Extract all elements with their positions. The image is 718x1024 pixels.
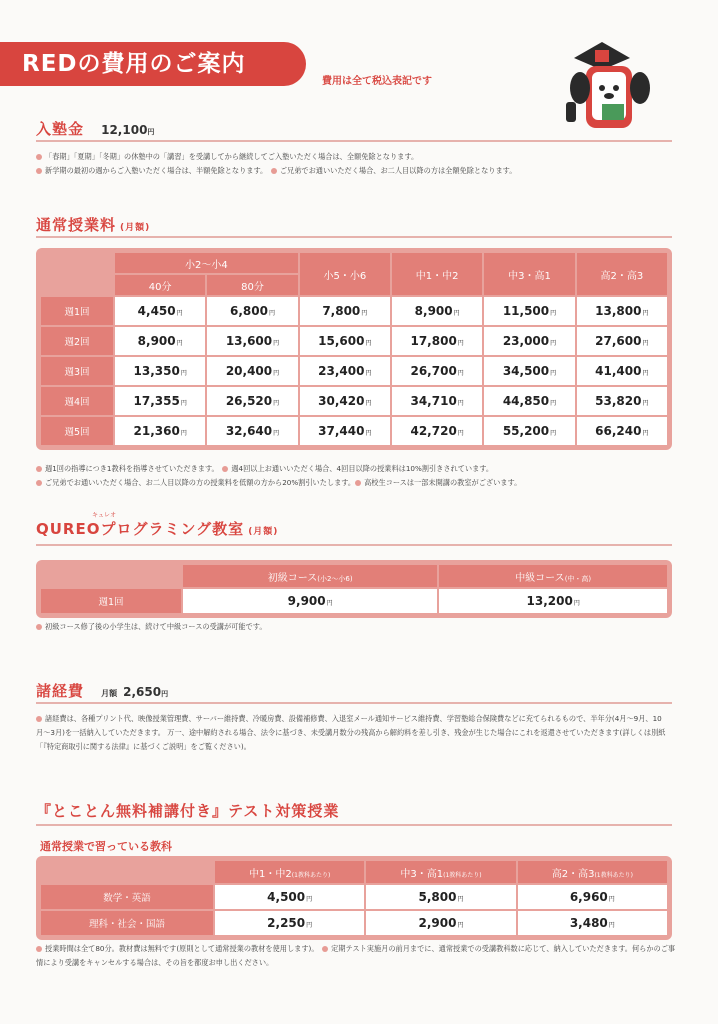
test-table-grid (39, 859, 669, 937)
unit-label: 円 (176, 340, 183, 347)
unit-label: 円 (457, 430, 464, 437)
regular-table-grid (39, 251, 669, 447)
unit-label: 円 (550, 310, 557, 317)
price-cell: 17,355 (133, 394, 180, 408)
bullet-icon (36, 946, 42, 952)
unit-label: 円 (642, 310, 649, 317)
col-header: 中3・高1 (484, 253, 574, 295)
regular-title: 通常授業料 (36, 216, 117, 234)
table-row (41, 885, 667, 909)
misc-heading (36, 680, 168, 701)
test-notes (36, 942, 676, 970)
unit-label: 円 (326, 600, 333, 607)
misc-amount: 2,650 (123, 685, 162, 699)
unit-label: 円 (365, 340, 372, 347)
admission-note-3: ご兄弟でお通いいただく場合、お二人目以降の方は全額免除となります。 (279, 166, 517, 175)
unit-label: 円 (550, 340, 557, 347)
col-header-sub: (中・高) (564, 574, 592, 583)
col-header-sub: (1教科あたり) (443, 871, 482, 879)
regular-heading (36, 214, 150, 235)
price-cell: 30,420 (318, 394, 365, 408)
qureo-note: 初級コース修了後の小学生は、続けて中級コースの受講が可能です。 (45, 622, 267, 631)
price-cell: 4,500 (267, 890, 306, 904)
price-cell: 17,800 (410, 334, 457, 348)
price-cell: 8,900 (137, 334, 176, 348)
qureo-heading (36, 512, 279, 539)
qureo-sub: (月額) (248, 527, 279, 537)
unit-label: 円 (180, 400, 187, 407)
table-row (41, 911, 667, 935)
unit-label: 円 (573, 600, 580, 607)
test-title: 『とことん無料補講付き』テスト対策授業 (36, 802, 340, 820)
regular-sub: (月額) (120, 223, 151, 233)
table-row (41, 327, 667, 355)
regular-note-4: 高校生コースは一部未開講の教室がございます。 (364, 478, 522, 487)
price-cell: 23,000 (502, 334, 550, 348)
col-header: 中級コース (515, 572, 565, 584)
col-header-sub: (1教科あたり) (291, 871, 331, 879)
qureo-ruby: キュレオ (92, 512, 117, 519)
col-header-sub: (小2〜小6) (317, 574, 353, 583)
price-cell: 26,700 (410, 364, 457, 378)
qureo-table-grid (39, 563, 669, 615)
misc-period: 月額 (101, 689, 118, 698)
row-label: 週4回 (41, 387, 113, 415)
qureo-divider (36, 544, 672, 546)
misc-note: 諸経費は、各種プリント代、映像授業管理費、サーバー維持費、冷暖房費、設備補修費、入退室メール通知サービス維持費、学習塾総合保険費などに充てられるもので、半年分(4月〜9月、10月〜3月)を一括納入していただきます。 万一、途中解約される場合、法令に基づき、未受講月数分の残高から解約料を差し引き、残金が生じた場合にこれを返還させていただきます(詳しくは別紙「『特定商取引に関する法律』に基づくご説明」をご覧ください)。 (36, 714, 666, 751)
misc-divider (36, 702, 672, 704)
admission-title: 入塾金 (36, 120, 85, 138)
unit-label: 円 (273, 340, 280, 347)
regular-note-1: 週1回の指導につき1教科を指導させていただきます。 (45, 464, 216, 473)
bullet-icon (222, 466, 228, 472)
price-cell: 37,440 (318, 424, 365, 438)
price-cell: 53,820 (595, 394, 642, 408)
admission-divider (36, 140, 672, 142)
unit-label: 円 (457, 400, 464, 407)
unit-label: 円 (268, 310, 275, 317)
table-row (41, 297, 667, 325)
price-cell: 23,400 (318, 364, 365, 378)
admission-heading (36, 118, 154, 139)
price-cell: 26,520 (225, 394, 273, 408)
row-label: 週3回 (41, 357, 113, 385)
misc-unit: 円 (161, 690, 169, 698)
unit-label: 円 (642, 400, 649, 407)
unit-label: 円 (642, 370, 649, 377)
col-header: 小5・小6 (300, 253, 390, 295)
bullet-icon (322, 946, 328, 952)
col-header: 中1・中2 (392, 253, 482, 295)
unit-label: 円 (273, 370, 280, 377)
price-cell: 5,800 (418, 890, 457, 904)
unit-label: 円 (550, 370, 557, 377)
price-cell: 13,600 (225, 334, 273, 348)
unit-label: 円 (306, 922, 313, 929)
row-label: 週1回 (41, 297, 113, 325)
test-note-2: 定期テスト実施月の前月までに、通常授業での受講教科数に応じて、納入していただきます。何らかのご事情により受講をキャンセルする場合は、その旨を都度お申し出ください。 (36, 944, 676, 967)
test-note-1: 授業時間は全て80分。教材費は無料です(原則として通常授業の教材を使用します)。 (45, 944, 315, 953)
bullet-icon (36, 168, 42, 174)
unit-label: 円 (457, 922, 464, 929)
unit-label: 円 (365, 400, 372, 407)
unit-label: 円 (642, 430, 649, 437)
price-cell: 13,350 (133, 364, 180, 378)
price-cell: 42,720 (410, 424, 457, 438)
price-cell: 34,710 (410, 394, 457, 408)
unit-label: 円 (306, 896, 313, 903)
admission-unit: 円 (147, 128, 155, 136)
col-header: 中3・高1 (400, 868, 444, 880)
price-cell: 55,200 (502, 424, 550, 438)
unit-label: 円 (180, 370, 187, 377)
admission-notes (36, 150, 676, 178)
regular-notes (36, 462, 676, 490)
qureo-title: QUREOプログラミング教室 (36, 520, 245, 538)
unit-label: 円 (365, 370, 372, 377)
admission-note-2: 新学期の最初の週からご入塾いただく場合は、半額免除となります。 (45, 166, 264, 175)
row-label: 数学・英語 (41, 885, 213, 909)
group-header: 小2〜小4 (115, 253, 298, 273)
col-header-sub: (1教科あたり) (594, 871, 633, 879)
col-header: 80分 (207, 275, 297, 295)
test-table (36, 856, 672, 940)
unit-label: 円 (457, 340, 464, 347)
price-cell: 44,850 (502, 394, 550, 408)
unit-label: 円 (457, 370, 464, 377)
bullet-icon (271, 168, 277, 174)
col-header: 高2・高3 (551, 868, 595, 880)
price-cell: 2,250 (267, 916, 306, 930)
misc-title: 諸経費 (36, 682, 85, 700)
price-cell: 21,360 (133, 424, 180, 438)
test-divider (36, 824, 672, 826)
price-cell: 32,640 (225, 424, 273, 438)
price-cell: 3,480 (569, 916, 608, 930)
admission-amount: 12,100 (101, 123, 148, 137)
table-row (41, 357, 667, 385)
bullet-icon (36, 624, 42, 630)
unit-label: 円 (180, 430, 187, 437)
unit-label: 円 (365, 430, 372, 437)
bullet-icon (36, 716, 42, 722)
unit-label: 円 (642, 340, 649, 347)
price-cell: 9,900 (287, 594, 326, 608)
bullet-icon (36, 154, 42, 160)
unit-label: 円 (550, 430, 557, 437)
unit-label: 円 (273, 430, 280, 437)
price-cell: 6,960 (569, 890, 608, 904)
unit-label: 円 (457, 896, 464, 903)
price-cell: 13,200 (526, 594, 573, 608)
unit-label: 円 (361, 310, 368, 317)
row-label: 週1回 (41, 589, 181, 613)
row-label: 週2回 (41, 327, 113, 355)
price-cell: 4,450 (137, 304, 176, 318)
price-cell: 41,400 (595, 364, 642, 378)
bullet-icon (36, 480, 42, 486)
table-row (41, 417, 667, 445)
qureo-table (36, 560, 672, 618)
row-label: 理科・社会・国語 (41, 911, 213, 935)
row-label: 週5回 (41, 417, 113, 445)
price-cell: 7,800 (322, 304, 361, 318)
qureo-notes (36, 620, 676, 634)
unit-label: 円 (550, 400, 557, 407)
col-header: 初級コース (267, 572, 318, 584)
regular-divider (36, 236, 672, 238)
price-cell: 20,400 (225, 364, 273, 378)
price-cell: 11,500 (502, 304, 550, 318)
price-cell: 34,500 (502, 364, 550, 378)
test-heading (36, 800, 339, 821)
price-cell: 13,800 (595, 304, 642, 318)
unit-label: 円 (608, 896, 615, 903)
bullet-icon (36, 466, 42, 472)
col-header: 40分 (115, 275, 205, 295)
unit-label: 円 (608, 922, 615, 929)
regular-table (36, 248, 672, 450)
price-cell: 8,900 (414, 304, 453, 318)
test-subtitle: 通常授業で習っている教科 (40, 840, 172, 853)
table-row (41, 387, 667, 415)
page-title: REDの費用のご案内 (0, 42, 306, 86)
mascot-icon (550, 36, 670, 146)
regular-note-2: 週4回以上お通いいただく場合、4回目以降の授業料は10%割引きされています。 (231, 464, 494, 473)
regular-note-3: ご兄弟でお通いいただく場合、お二人目以降の方の授業料を低額の方から20%割引いたします。 (45, 478, 356, 487)
unit-label: 円 (453, 310, 460, 317)
price-cell: 2,900 (418, 916, 457, 930)
bullet-icon (355, 480, 361, 486)
misc-notes (36, 712, 676, 754)
admission-note-1: 「春期」「夏期」「冬期」の休塾中の「講習」を受講してから継続してご入塾いただく場合は、全額免除となります。 (45, 152, 419, 161)
col-header: 高2・高3 (577, 253, 667, 295)
price-cell: 66,240 (595, 424, 642, 438)
tax-note: 費用は全て税込表記です (322, 76, 432, 87)
col-header: 中1・中2 (249, 868, 292, 880)
unit-label: 円 (273, 400, 280, 407)
price-cell: 15,600 (318, 334, 365, 348)
unit-label: 円 (176, 310, 183, 317)
price-cell: 27,600 (595, 334, 642, 348)
table-row (41, 589, 667, 613)
price-cell: 6,800 (230, 304, 268, 318)
